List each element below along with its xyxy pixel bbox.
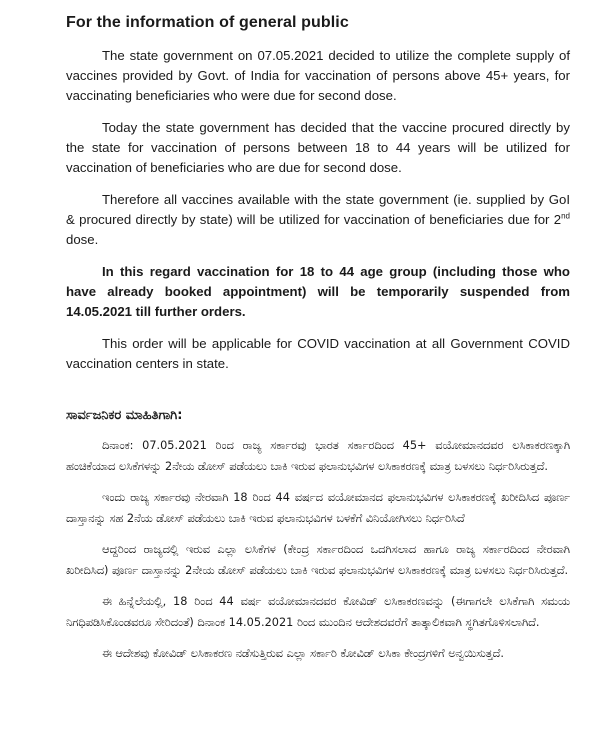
kannada-paragraph-3: ಆದ್ದರಿಂದ ರಾಜ್ಯದಲ್ಲಿ ಇರುವ ಎಲ್ಲಾ ಲಸಿಕೆಗಳ (ಕೇಂದ್ರ ಸರ್ಕಾರದಿಂದ ಒದಗಿಸಲಾದ ಹಾಗೂ ರಾಜ್ಯ ಸರ್ಕಾರದಿಂದ ನೇರವಾಗಿ ಖರೀದಿಸಿದ) ಪೂರ್ಣ ದಾಸ್ತಾನನ್ನು 2ನೇಯ ಡೋಸ್ ಪಡೆಯಲು ಬಾಕಿ ಇರುವ ಫಲಾನುಭವಿಗಳ ಲಸಿಕಾಕರಣಕ್ಕೆ ಮಾತ್ರ ಬಳಸಲು ನಿರ್ಧರಿಸಿರುತ್ತದೆ. [66,543,570,577]
english-paragraph-2: Today the state government has decided that the vaccine procured directly by the state for vaccination of persons between 18 to 44 years will be utilized for vaccination of beneficiaries who are due for second dose. [66,120,570,175]
kannada-paragraph-1: ದಿನಾಂಕ: 07.05.2021 ರಿಂದ ರಾಜ್ಯ ಸರ್ಕಾರವು ಭಾರತ ಸರ್ಕಾರದಿಂದ 45+ ವಯೋಮಾನದವರ ಲಸಿಕಾಕರಣಕ್ಕಾಗಿ ಹಂಚಿಕೆಯಾದ ಲಸಿಕೆಗಳನ್ನು 2ನೇಯ ಡೋಸ್ ಪಡೆಯಲು ಬಾಕಿ ಇರುವ ಫಲಾನುಭವಿಗಳ ಲಸಿಕಾಕರಣಕ್ಕೆ ಮಾತ್ರ ಬಳಸಲು ನಿರ್ಧರಿಸಿರುತ್ತದೆ. [66,439,570,473]
english-paragraph-3-end: dose. [66,232,99,247]
english-paragraph-5: This order will be applicable for COVID vaccination at all Government COVID vaccination centers in state. [66,336,570,371]
kannada-paragraph-5: ಈ ಆದೇಶವು ಕೋವಿಡ್ ಲಸಿಕಾಕರಣ ನಡೆಸುತ್ತಿರುವ ಎಲ್ಲಾ ಸರ್ಕಾರಿ ಕೋವಿಡ್ ಲಸಿಕಾ ಕೇಂದ್ರಗಳಿಗೆ ಅನ್ವಯಿಸುತ್ತದೆ. [102,647,504,660]
english-paragraph-1: The state government on 07.05.2021 decided to utilize the complete supply of vaccines provided by Govt. of India for vaccination of persons above 45+ years, for vaccinating beneficiaries who were due for second dose. [66,48,570,103]
kannada-paragraph-4: ಈ ಹಿನ್ನೆಲೆಯಲ್ಲಿ, 18 ರಿಂದ 44 ವರ್ಷ ವಯೋಮಾನದವರ ಕೋವಿಡ್ ಲಸಿಕಾಕರಣವನ್ನು (ಈಗಾಗಲೇ ಲಸಿಕೆಗಾಗಿ ಸಮಯ ನಿಗಧಿಪಡಿಸಿಕೊಂಡವರೂ ಸೇರಿದಂತೆ) ದಿನಾಂಕ 14.05.2021 ರಿಂದ ಮುಂದಿನ ಆದೇಶದವರೆಗೆ ತಾತ್ಕಾಲಿಕವಾಗಿ ಸ್ಥಗಿತಗೊಳಿಸಲಾಗಿದೆ. [66,595,570,629]
english-heading: For the information of general public [66,14,349,31]
english-paragraph-4-suspension: In this regard vaccination for 18 to 44 age group (including those who have already booked appointment) will be temporarily suspended from 14.05.2021 till further orders. [66,264,570,319]
kannada-heading: ಸಾರ್ವಜನಿಕರ ಮಾಹಿತಿಗಾಗಿ: [66,408,183,423]
english-paragraph-3 [66,190,570,250]
kannada-paragraph-2: ಇಂದು ರಾಜ್ಯ ಸರ್ಕಾರವು ನೇರವಾಗಿ 18 ರಿಂದ 44 ವರ್ಷದ ವಯೋಮಾನದ ಫಲಾನುಭವಿಗಳ ಲಸಿಕಾಕರಣಕ್ಕೆ ಖರೀದಿಸಿದ ಪೂರ್ಣ ದಾಸ್ತಾನನ್ನು ಸಹ 2ನೆಯ ಡೋಸ್ ಪಡೆಯಲು ಬಾಕಿ ಇರುವ ಫಲಾನುಭವಿಗಳ ಬಳಕೆಗೆ ವಿನಿಯೋಗಿಸಲು ನಿರ್ಧರಿಸಿದೆ [66,491,570,525]
english-paragraph-3-main: Therefore all vaccines available with the state government (ie. supplied by GoI & procured directly by state) will be utilized for vaccination of beneficiaries due for 2 [66,192,570,227]
ordinal-superscript: nd [561,211,570,221]
